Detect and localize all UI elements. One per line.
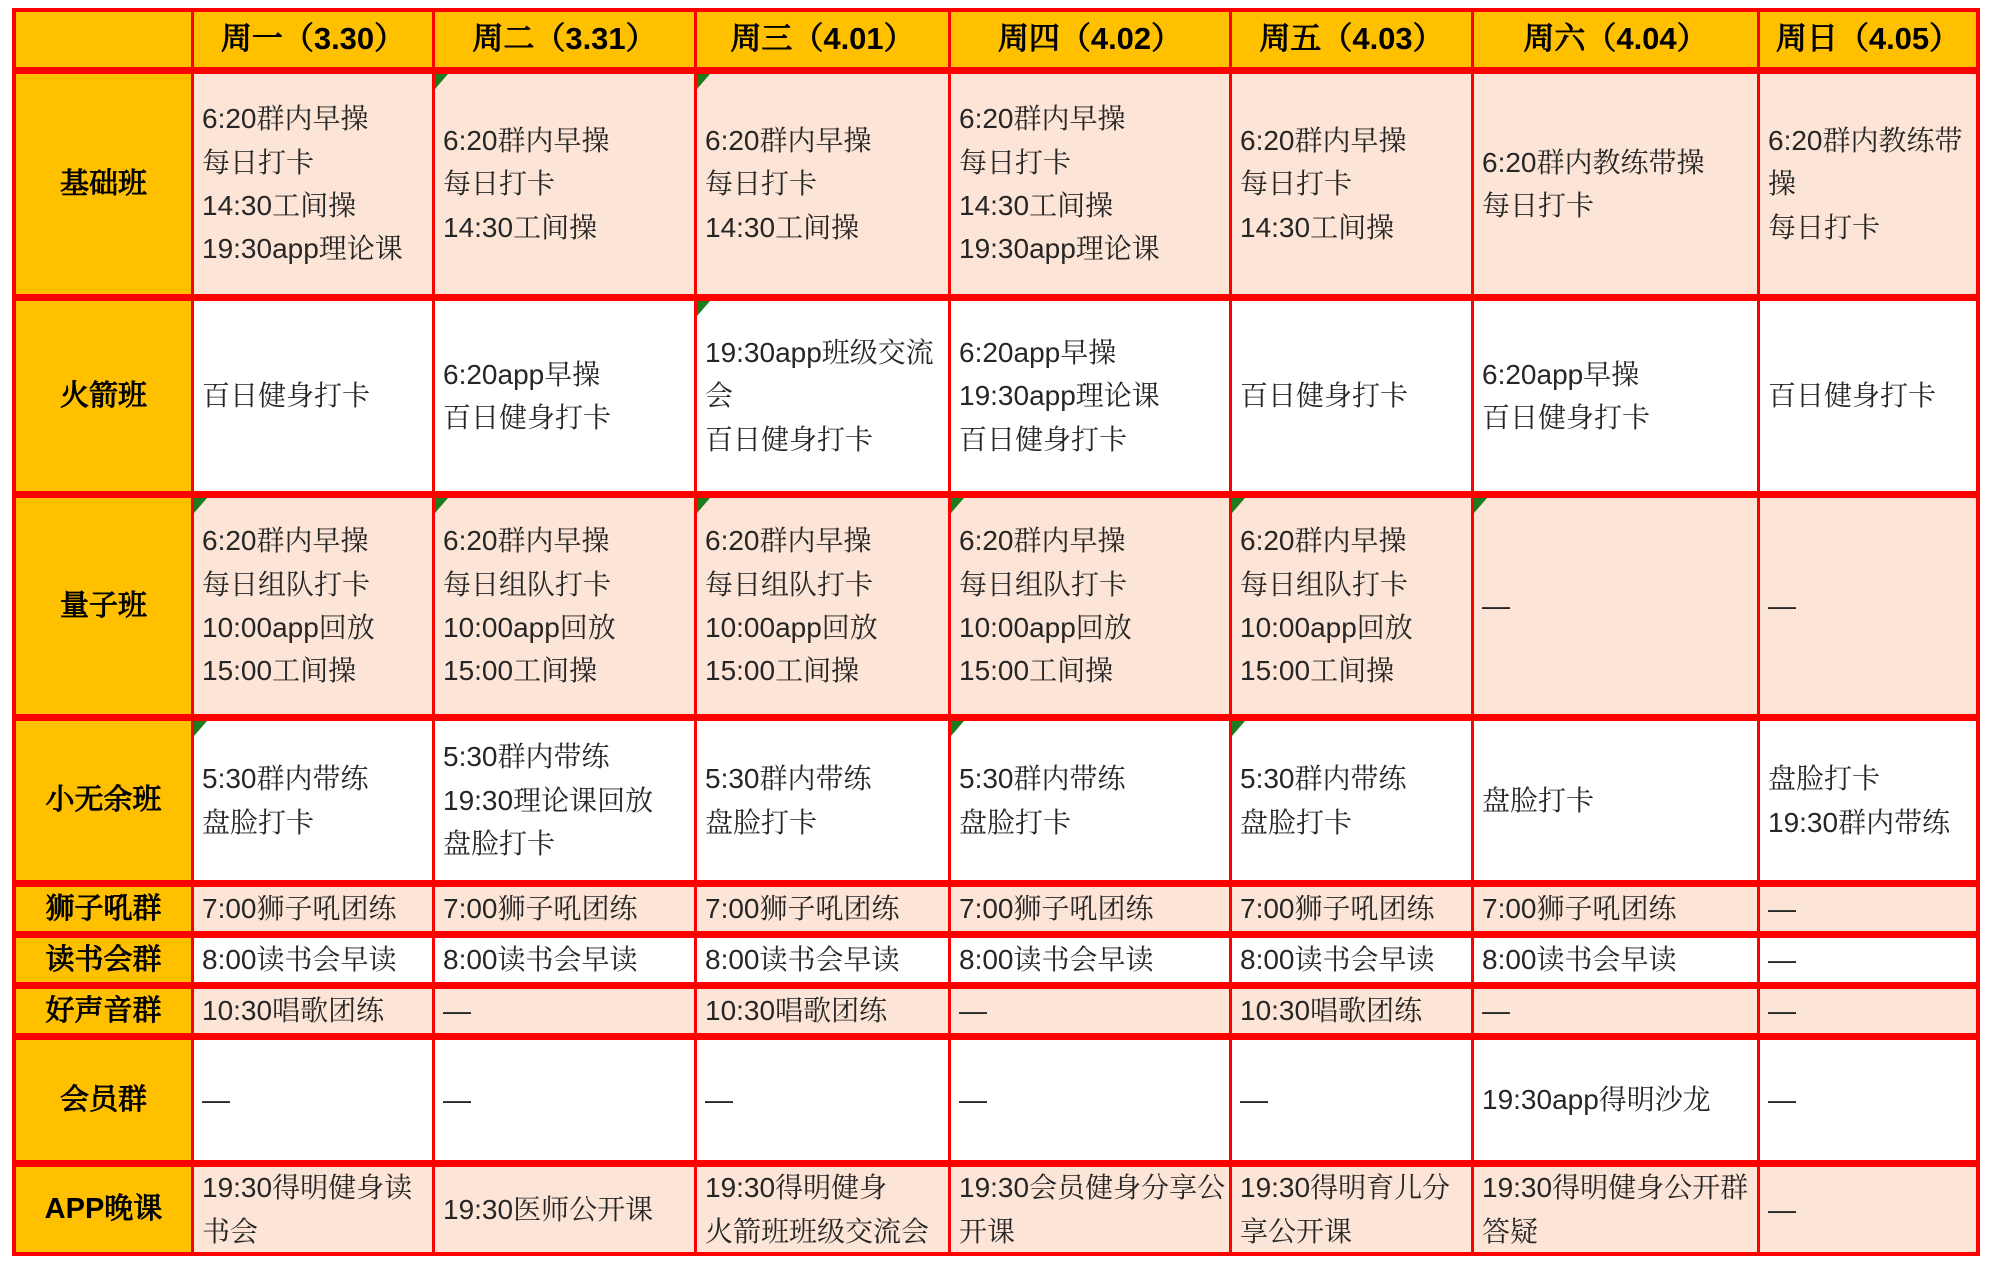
schedule-cell	[1474, 989, 1757, 1033]
schedule-cell	[1232, 938, 1471, 982]
cell-line: 19:30得明育儿分享公开课	[1240, 1172, 1451, 1247]
cell-line: 5:30群内带练	[959, 763, 1126, 795]
day-header-cell: 周三（4.01）	[697, 12, 948, 67]
cell-line: 盘脸打卡	[705, 806, 818, 838]
cell-line: —	[1240, 1084, 1268, 1116]
cell-line: 8:00读书会早读	[443, 944, 638, 976]
cell-line: 盘脸打卡	[1768, 763, 1881, 795]
cell-line: 6:20群内早操	[1240, 525, 1407, 557]
cell-line: 每日打卡	[959, 146, 1072, 178]
cell-line: —	[1482, 995, 1510, 1027]
comment-marker-icon	[1232, 498, 1245, 513]
cell-line: 7:00狮子吼团练	[959, 893, 1154, 925]
cell-line: 19:30app得明沙龙	[1482, 1084, 1711, 1116]
cell-line: 每日打卡	[705, 168, 818, 200]
cell-line: 百日健身打卡	[1482, 402, 1651, 433]
cell-line: —	[1768, 995, 1796, 1027]
schedule-cell	[435, 938, 694, 982]
row-label: 基础班	[16, 74, 191, 294]
schedule-cell	[1474, 74, 1757, 294]
cell-line: 19:30app理论课	[959, 380, 1160, 412]
schedule-cell	[194, 989, 432, 1033]
row-label: 会员群	[16, 1040, 191, 1160]
cell-line: 7:00狮子吼团练	[705, 893, 900, 925]
cell-line: 15:00工间操	[1240, 655, 1395, 687]
schedule-cell	[435, 301, 694, 491]
cell-line: 盘脸打卡	[1240, 806, 1353, 838]
cell-line: —	[705, 1084, 733, 1116]
cell-line: 每日组队打卡	[705, 568, 874, 600]
cell-line: 每日打卡	[1482, 190, 1595, 221]
schedule-cell	[951, 938, 1229, 982]
cell-line: 15:00工间操	[202, 655, 357, 687]
schedule-cell	[194, 498, 432, 714]
cell-line: 盘脸打卡	[1482, 784, 1595, 816]
row-label: 好声音群	[16, 989, 191, 1033]
cell-line: 14:30工间操	[705, 211, 860, 243]
cell-line: 百日健身打卡	[1768, 380, 1937, 412]
cell-line: 6:20群内早操	[443, 124, 610, 156]
schedule-cell	[194, 74, 432, 294]
schedule-cell	[1760, 721, 1976, 880]
schedule-cell	[1760, 938, 1976, 982]
schedule-cell	[1232, 1167, 1471, 1252]
cell-line: 19:30医师公开课	[443, 1193, 654, 1225]
schedule-cell	[194, 1040, 432, 1160]
row-label: 狮子吼群	[16, 887, 191, 931]
cell-line: 每日组队打卡	[202, 568, 371, 600]
schedule-cell	[435, 1167, 694, 1252]
row-label: 小无余班	[16, 721, 191, 880]
cell-line: 6:20群内教练带操	[1768, 124, 1963, 200]
schedule-cell	[951, 498, 1229, 714]
schedule-cell	[1474, 498, 1757, 714]
cell-line: 6:20群内早操	[959, 525, 1126, 557]
cell-line: 7:00狮子吼团练	[1240, 893, 1435, 925]
cell-line: 5:30群内带练	[705, 763, 872, 795]
cell-line: 6:20群内早操	[202, 525, 369, 557]
cell-line: 6:20群内早操	[705, 124, 872, 156]
cell-line: 10:00app回放	[202, 612, 375, 643]
day-header-cell: 周二（3.31）	[435, 12, 694, 67]
comment-marker-icon	[951, 498, 964, 513]
schedule-cell	[951, 301, 1229, 491]
schedule-cell	[697, 887, 948, 931]
comment-marker-icon	[951, 721, 964, 736]
schedule-cell	[1474, 1167, 1757, 1252]
schedule-cell	[194, 938, 432, 982]
cell-line: 19:30得明健身读书会	[202, 1172, 413, 1247]
cell-line: 10:00app回放	[443, 612, 616, 643]
comment-marker-icon	[697, 301, 710, 316]
corner-cell	[16, 12, 191, 67]
schedule-cell	[697, 498, 948, 714]
cell-line: 6:20app早操	[959, 336, 1117, 368]
schedule-cell	[1474, 938, 1757, 982]
cell-line: 每日打卡	[443, 168, 556, 200]
schedule-cell	[951, 887, 1229, 931]
cell-line: 6:20群内教练带操	[1482, 146, 1705, 178]
schedule-cell	[194, 301, 432, 491]
cell-line: 6:20app早操	[1482, 358, 1640, 390]
schedule-cell	[951, 989, 1229, 1033]
cell-line: —	[959, 995, 987, 1027]
schedule-cell	[435, 1040, 694, 1160]
cell-line: 盘脸打卡	[202, 806, 315, 838]
schedule-cell	[951, 1167, 1229, 1252]
schedule-table-frame	[12, 8, 1980, 1256]
schedule-cell	[697, 1167, 948, 1252]
cell-line: 8:00读书会早读	[1240, 944, 1435, 976]
day-header-cell: 周日（4.05）	[1760, 12, 1976, 67]
cell-line: 10:30唱歌团练	[705, 995, 888, 1027]
schedule-grid	[16, 12, 1976, 1252]
cell-line: —	[443, 1084, 471, 1116]
cell-line: 8:00读书会早读	[1482, 944, 1677, 976]
cell-line: 7:00狮子吼团练	[202, 893, 397, 925]
cell-line: 百日健身打卡	[443, 402, 612, 433]
cell-line: 15:00工间操	[959, 655, 1114, 687]
schedule-cell	[1232, 1040, 1471, 1160]
row-label: 量子班	[16, 498, 191, 714]
comment-marker-icon	[1474, 498, 1487, 513]
cell-line: 6:20群内早操	[1240, 124, 1407, 156]
cell-line: —	[959, 1084, 987, 1116]
cell-line: 百日健身打卡	[959, 423, 1128, 455]
schedule-cell	[1232, 498, 1471, 714]
schedule-cell	[435, 498, 694, 714]
cell-line: —	[202, 1084, 230, 1116]
schedule-cell	[1760, 1040, 1976, 1160]
cell-line: 7:00狮子吼团练	[1482, 893, 1677, 925]
cell-line: —	[1482, 590, 1510, 622]
cell-line: —	[1768, 944, 1796, 976]
cell-line: 5:30群内带练	[1240, 763, 1407, 795]
comment-marker-icon	[1232, 721, 1245, 736]
schedule-cell	[697, 989, 948, 1033]
cell-line: 5:30群内带练	[202, 763, 369, 795]
comment-marker-icon	[194, 498, 207, 513]
cell-line: —	[1768, 893, 1796, 925]
cell-line: 10:00app回放	[705, 612, 878, 643]
cell-line: 盘脸打卡	[959, 806, 1072, 838]
comment-marker-icon	[697, 74, 710, 89]
day-header-cell: 周六（4.04）	[1474, 12, 1757, 67]
schedule-cell	[435, 989, 694, 1033]
cell-line: 百日健身打卡	[1240, 380, 1409, 412]
cell-line: 19:30得明健身	[705, 1172, 888, 1204]
cell-line: 10:30唱歌团练	[1240, 995, 1423, 1027]
schedule-cell	[1760, 74, 1976, 294]
schedule-cell	[194, 887, 432, 931]
cell-line: 19:30得明健身公开群答疑	[1482, 1172, 1749, 1247]
cell-line: 百日健身打卡	[705, 423, 874, 455]
schedule-cell	[194, 1167, 432, 1252]
schedule-cell	[697, 1040, 948, 1160]
day-header-cell: 周一（3.30）	[194, 12, 432, 67]
cell-line: 每日打卡	[1768, 211, 1881, 243]
cell-line: —	[1768, 1084, 1796, 1116]
day-header-cell: 周四（4.02）	[951, 12, 1229, 67]
cell-line: 15:00工间操	[443, 655, 598, 687]
schedule-cell	[1760, 498, 1976, 714]
cell-line: 10:00app回放	[959, 612, 1132, 643]
schedule-cell	[951, 1040, 1229, 1160]
schedule-cell	[697, 74, 948, 294]
cell-line: 15:00工间操	[705, 655, 860, 687]
row-label: APP晚课	[16, 1167, 191, 1252]
comment-marker-icon	[697, 498, 710, 513]
row-label: 火箭班	[16, 301, 191, 491]
cell-line: 8:00读书会早读	[202, 944, 397, 976]
comment-marker-icon	[435, 74, 448, 89]
schedule-cell	[1232, 721, 1471, 880]
schedule-cell	[1474, 301, 1757, 491]
cell-line: 8:00读书会早读	[959, 944, 1154, 976]
cell-line: 每日组队打卡	[1240, 568, 1409, 600]
schedule-cell	[1760, 1167, 1976, 1252]
cell-line: 19:30会员健身分享公开课	[959, 1172, 1226, 1247]
comment-marker-icon	[194, 721, 207, 736]
cell-line: 10:30唱歌团练	[202, 995, 385, 1027]
schedule-cell	[951, 721, 1229, 880]
schedule-cell	[1760, 301, 1976, 491]
cell-line: —	[1768, 590, 1796, 622]
row-label: 读书会群	[16, 938, 191, 982]
cell-line: 每日组队打卡	[443, 568, 612, 600]
schedule-cell	[1760, 989, 1976, 1033]
cell-line: 百日健身打卡	[202, 380, 371, 412]
cell-line: 19:30群内带练	[1768, 806, 1951, 838]
schedule-cell	[1474, 887, 1757, 931]
cell-line: 19:30app班级交流会	[705, 336, 934, 412]
schedule-cell	[1232, 989, 1471, 1033]
schedule-cell	[1760, 887, 1976, 931]
schedule-cell	[1232, 887, 1471, 931]
cell-line: 10:00app回放	[1240, 612, 1413, 643]
schedule-cell	[697, 301, 948, 491]
schedule-cell	[435, 721, 694, 880]
cell-line: 6:20群内早操	[443, 525, 610, 557]
day-header-cell: 周五（4.03）	[1232, 12, 1471, 67]
schedule-cell	[697, 721, 948, 880]
cell-line: 每日组队打卡	[959, 568, 1128, 600]
cell-line: 7:00狮子吼团练	[443, 893, 638, 925]
schedule-cell	[697, 938, 948, 982]
cell-line: 19:30app理论课	[959, 233, 1160, 265]
cell-line: 6:20群内早操	[202, 103, 369, 135]
schedule-cell	[1474, 1040, 1757, 1160]
cell-line: 19:30理论课回放	[443, 784, 654, 816]
cell-line: 8:00读书会早读	[705, 944, 900, 976]
schedule-cell	[1474, 721, 1757, 880]
cell-line: 14:30工间操	[959, 190, 1114, 221]
comment-marker-icon	[435, 498, 448, 513]
schedule-cell	[951, 74, 1229, 294]
cell-line: —	[1768, 1193, 1796, 1225]
schedule-cell	[435, 887, 694, 931]
cell-line: 火箭班班级交流会	[705, 1215, 930, 1247]
cell-line: 14:30工间操	[443, 211, 598, 243]
cell-line: 6:20群内早操	[959, 103, 1126, 135]
cell-line: 盘脸打卡	[443, 828, 556, 860]
cell-line: 6:20群内早操	[705, 525, 872, 557]
schedule-cell	[194, 721, 432, 880]
cell-line: 6:20app早操	[443, 358, 601, 390]
cell-line: 19:30app理论课	[202, 233, 403, 265]
cell-line: 5:30群内带练	[443, 741, 610, 773]
cell-line: 每日打卡	[202, 146, 315, 178]
cell-line: 14:30工间操	[202, 190, 357, 221]
cell-line: 每日打卡	[1240, 168, 1353, 200]
cell-line: —	[443, 995, 471, 1027]
schedule-cell	[435, 74, 694, 294]
cell-line: 14:30工间操	[1240, 211, 1395, 243]
schedule-cell	[1232, 301, 1471, 491]
schedule-cell	[1232, 74, 1471, 294]
